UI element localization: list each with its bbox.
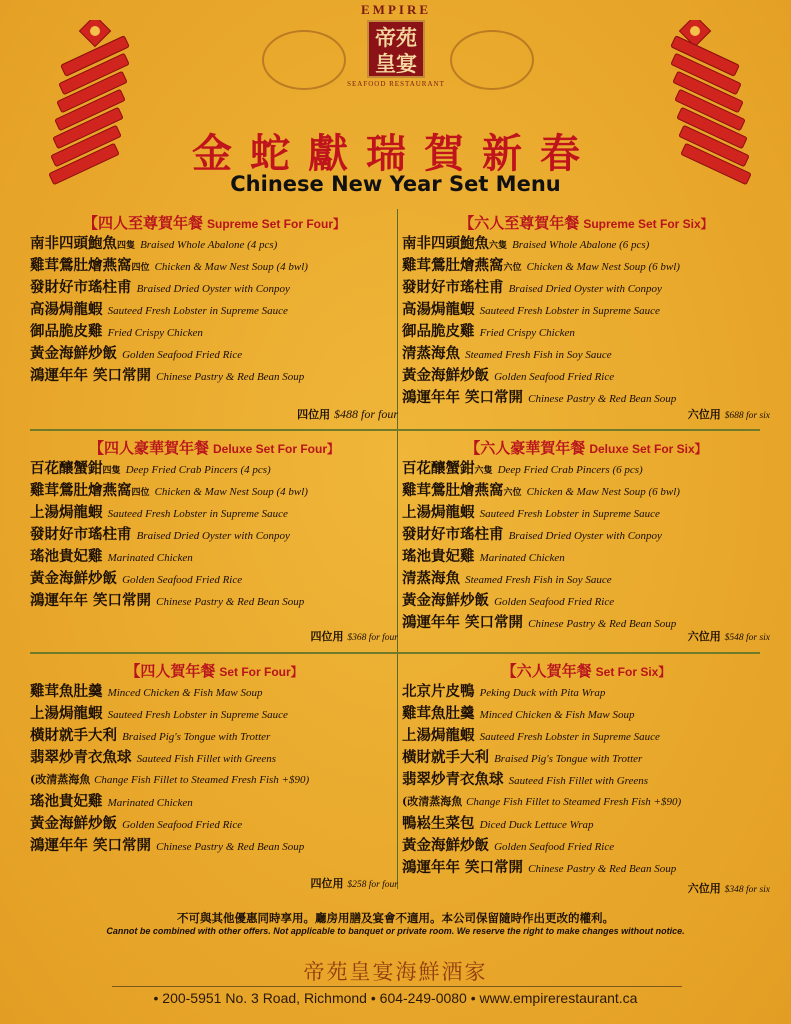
menu-item-cn: 鴻運年年 笑口常開 bbox=[402, 389, 524, 406]
menu-item-en: Golden Seafood Fried Rice bbox=[494, 841, 615, 853]
menu-item-cn: 瑤池貴妃雞 bbox=[30, 793, 103, 810]
menu-item bbox=[402, 813, 770, 835]
menu-item-en: Deep Fried Crab Pincers (4 pcs) bbox=[125, 464, 271, 476]
menu-item-cn: 南非四頭鮑魚 bbox=[402, 235, 489, 252]
menu-item bbox=[30, 681, 398, 703]
menu-item-en: Change Fish Fillet to Steamed Fresh Fish +$90) bbox=[94, 774, 310, 786]
menu-item-cn: 上湯焗龍蝦 bbox=[30, 504, 103, 521]
row-divider-2 bbox=[30, 652, 760, 654]
menu-item-en: Peking Duck with Pita Wrap bbox=[479, 687, 606, 699]
set-price-cn: 六位用 bbox=[687, 408, 721, 421]
menu-item-portion: 四位 bbox=[131, 488, 150, 498]
menu-item bbox=[30, 233, 398, 255]
menu-item-en: Chicken & Maw Nest Soup (4 bwl) bbox=[154, 486, 308, 498]
menu-item-en: Golden Seafood Fried Rice bbox=[494, 371, 615, 383]
menu-item bbox=[402, 747, 770, 769]
section-heading-en: Set For Four】 bbox=[219, 665, 303, 679]
set-price-en: $688 for six bbox=[724, 411, 770, 421]
english-title: Chinese New Year Set Menu bbox=[230, 172, 561, 196]
logo-seal-line2: 皇宴 bbox=[375, 51, 417, 76]
menu-item bbox=[402, 299, 770, 321]
menu-item bbox=[402, 343, 770, 365]
set-price-en: $348 for six bbox=[724, 885, 770, 895]
menu-item-cn: 鴻運年年 笑口常開 bbox=[402, 614, 524, 631]
menu-item bbox=[30, 502, 398, 524]
menu-item-en: Golden Seafood Fried Rice bbox=[122, 349, 243, 361]
address-line: • 200-5951 No. 3 Road, Richmond • 604-249-0080 • www.empirerestaurant.ca bbox=[153, 990, 638, 1006]
menu-item-en: Braised Whole Abalone (4 pcs) bbox=[140, 239, 278, 251]
menu-item-cn: 橫財就手大利 bbox=[30, 727, 117, 744]
menu-item-cn: 橫財就手大利 bbox=[402, 749, 489, 766]
logo-seal bbox=[367, 20, 425, 78]
menu-item bbox=[30, 458, 398, 480]
section-heading bbox=[30, 660, 398, 681]
menu-item-cn: 雞茸鶯肚燴燕窩 bbox=[30, 482, 132, 499]
menu-item-cn: 黃金海鮮炒飯 bbox=[402, 837, 489, 854]
menu-item bbox=[30, 321, 398, 343]
section-heading-cn: 【六人賀年餐 bbox=[501, 662, 592, 680]
restaurant-name: 帝苑皇宴海鮮酒家 bbox=[303, 960, 488, 984]
set-price-en: $488 for four bbox=[333, 407, 398, 421]
menu-item-cn: (改清蒸海魚 bbox=[402, 795, 463, 808]
menu-item-en: Diced Duck Lettuce Wrap bbox=[479, 819, 594, 831]
menu-item-en: Braised Dried Oyster with Conpoy bbox=[508, 283, 662, 295]
menu-item bbox=[402, 502, 770, 524]
section-heading-cn: 【四人豪華賀年餐 bbox=[88, 439, 209, 457]
menu-section bbox=[402, 212, 770, 409]
menu-item bbox=[30, 725, 398, 747]
menu-item-cn: 黃金海鮮炒飯 bbox=[30, 345, 117, 362]
menu-item bbox=[402, 321, 770, 343]
menu-item bbox=[30, 835, 398, 857]
set-price-cn: 四位用 bbox=[310, 877, 344, 890]
menu-item-en: Marinated Chicken bbox=[107, 552, 193, 564]
menu-item bbox=[402, 365, 770, 387]
menu-item bbox=[402, 458, 770, 480]
section-heading bbox=[402, 437, 770, 458]
menu-item-cn: 發財好市瑤柱甫 bbox=[30, 279, 132, 296]
section-heading bbox=[30, 212, 398, 233]
menu-item-cn: 上湯焗龍蝦 bbox=[30, 705, 103, 722]
menu-item-portion: 四隻 bbox=[102, 466, 121, 476]
set-price-en: $548 for six bbox=[724, 633, 770, 643]
menu-section bbox=[30, 437, 398, 612]
menu-item-portion: 六隻 bbox=[474, 466, 493, 476]
menu-item-cn: (改清蒸海魚 bbox=[30, 773, 91, 786]
menu-item bbox=[402, 703, 770, 725]
menu-item-cn: 發財好市瑤柱甫 bbox=[30, 526, 132, 543]
section-heading-en: Deluxe Set For Six】 bbox=[589, 442, 707, 456]
set-price bbox=[30, 875, 398, 891]
menu-item-portion: 六位 bbox=[503, 263, 522, 273]
logo-subtitle: SEAFOOD RESTAURANT bbox=[347, 80, 445, 88]
menu-item-portion: 六隻 bbox=[489, 241, 508, 251]
menu-item bbox=[402, 835, 770, 857]
menu-item-cn: 北京片皮鴨 bbox=[402, 683, 475, 700]
disclaimer-english: Cannot be combined with other offers. Not applicable to banquet or private room. We reserve the right to make changes without notice. bbox=[106, 926, 685, 936]
menu-item-cn: 御品脆皮雞 bbox=[30, 323, 103, 340]
menu-item-en: Chinese Pastry & Red Bean Soup bbox=[156, 371, 305, 383]
set-price bbox=[30, 628, 398, 644]
menu-item bbox=[402, 546, 770, 568]
section-heading bbox=[402, 212, 770, 233]
menu-item-en: Braised Dried Oyster with Conpoy bbox=[136, 283, 290, 295]
menu-item-cn: 發財好市瑤柱甫 bbox=[402, 526, 504, 543]
menu-item-en: Braised Pig's Tongue with Trotter bbox=[122, 731, 271, 743]
section-heading-en: Set For Six】 bbox=[595, 665, 671, 679]
menu-item-cn: 清蒸海魚 bbox=[402, 570, 460, 587]
set-price-en: $258 for four bbox=[347, 880, 398, 890]
menu-item bbox=[30, 480, 398, 502]
footer-divider bbox=[112, 986, 682, 987]
menu-item bbox=[402, 524, 770, 546]
chinese-title: 金蛇獻瑞賀新春 bbox=[192, 130, 598, 177]
menu-item-cn: 發財好市瑤柱甫 bbox=[402, 279, 504, 296]
section-heading-cn: 【四人賀年餐 bbox=[125, 662, 216, 680]
set-price-cn: 四位用 bbox=[297, 408, 331, 421]
menu-item-portion: 六位 bbox=[503, 488, 522, 498]
menu-item-en: Sauteed Fresh Lobster in Supreme Sauce bbox=[479, 305, 660, 317]
menu-item-portion: 四隻 bbox=[117, 241, 136, 251]
menu-item bbox=[30, 813, 398, 835]
menu-item-cn: 上湯焗龍蝦 bbox=[402, 504, 475, 521]
menu-item-portion: 四位 bbox=[131, 263, 150, 273]
menu-item-en: Sauteed Fresh Lobster in Supreme Sauce bbox=[107, 305, 288, 317]
menu-item-en: Marinated Chicken bbox=[107, 797, 193, 809]
menu-item bbox=[30, 343, 398, 365]
menu-item-cn: 清蒸海魚 bbox=[402, 345, 460, 362]
menu-item-en: Sauteed Fish Fillet with Greens bbox=[136, 753, 277, 765]
menu-section bbox=[402, 437, 770, 634]
menu-item-cn: 雞茸鶯肚燴燕窩 bbox=[30, 257, 132, 274]
menu-item bbox=[402, 681, 770, 703]
menu-item bbox=[402, 480, 770, 502]
menu-item-cn: 翡翠炒青衣魚球 bbox=[30, 749, 132, 766]
menu-item-cn: 黃金海鮮炒飯 bbox=[402, 367, 489, 384]
menu-item bbox=[30, 769, 398, 791]
menu-item-cn: 鴨崧生菜包 bbox=[402, 815, 475, 832]
set-price-cn: 六位用 bbox=[687, 882, 721, 895]
menu-item-en: Braised Dried Oyster with Conpoy bbox=[136, 530, 290, 542]
menu-item-cn: 翡翠炒青衣魚球 bbox=[402, 771, 504, 788]
menu-item-cn: 高湯焗龍蝦 bbox=[30, 301, 103, 318]
menu-item-cn: 鴻運年年 笑口常開 bbox=[30, 367, 152, 384]
menu-item bbox=[402, 857, 770, 879]
menu-item-cn: 雞茸魚肚羹 bbox=[30, 683, 103, 700]
menu-item bbox=[402, 791, 770, 813]
menu-item-en: Chicken & Maw Nest Soup (6 bwl) bbox=[526, 261, 680, 273]
menu-section bbox=[402, 660, 770, 879]
set-price bbox=[30, 406, 398, 422]
menu-item-cn: 御品脆皮雞 bbox=[402, 323, 475, 340]
menu-item-cn: 鴻運年年 笑口常開 bbox=[402, 859, 524, 876]
menu-item-en: Sauteed Fish Fillet with Greens bbox=[508, 775, 649, 787]
menu-item-cn: 瑤池貴妃雞 bbox=[30, 548, 103, 565]
menu-item-en: Braised Whole Abalone (6 pcs) bbox=[512, 239, 650, 251]
menu-item bbox=[402, 277, 770, 299]
menu-item bbox=[402, 233, 770, 255]
menu-item-en: Braised Dried Oyster with Conpoy bbox=[508, 530, 662, 542]
menu-item-cn: 雞茸魚肚羹 bbox=[402, 705, 475, 722]
section-heading-cn: 【六人至尊賀年餐 bbox=[459, 214, 580, 232]
menu-item-cn: 黃金海鮮炒飯 bbox=[30, 815, 117, 832]
menu-item bbox=[30, 590, 398, 612]
menu-item-cn: 鴻運年年 笑口常開 bbox=[30, 592, 152, 609]
menu-item-en: Sauteed Fresh Lobster in Supreme Sauce bbox=[479, 508, 660, 520]
menu-item-en: Sauteed Fresh Lobster in Supreme Sauce bbox=[479, 731, 660, 743]
menu-item-cn: 雞茸鶯肚燴燕窩 bbox=[402, 257, 504, 274]
row-divider-1 bbox=[30, 429, 760, 431]
menu-item-en: Marinated Chicken bbox=[479, 552, 565, 564]
menu-item bbox=[402, 590, 770, 612]
menu-item bbox=[30, 299, 398, 321]
menu-item bbox=[30, 747, 398, 769]
menu-item-en: Fried Crispy Chicken bbox=[107, 327, 203, 339]
menu-item-en: Sauteed Fresh Lobster in Supreme Sauce bbox=[107, 709, 288, 721]
menu-item-cn: 黃金海鮮炒飯 bbox=[30, 570, 117, 587]
menu-item-cn: 百花釀蟹鉗 bbox=[402, 460, 475, 477]
section-heading-cn: 【四人至尊賀年餐 bbox=[82, 214, 203, 232]
menu-item-en: Chicken & Maw Nest Soup (6 bwl) bbox=[526, 486, 680, 498]
set-price-cn: 四位用 bbox=[310, 630, 344, 643]
set-price bbox=[402, 406, 770, 422]
menu-item-en: Sauteed Fresh Lobster in Supreme Sauce bbox=[107, 508, 288, 520]
menu-item bbox=[402, 769, 770, 791]
menu-item-en: Steamed Fresh Fish in Soy Sauce bbox=[465, 574, 612, 586]
menu-item-cn: 南非四頭鮑魚 bbox=[30, 235, 117, 252]
menu-item-en: Braised Pig's Tongue with Trotter bbox=[494, 753, 643, 765]
menu-item bbox=[30, 277, 398, 299]
menu-section bbox=[30, 660, 398, 857]
menu-item bbox=[30, 365, 398, 387]
menu-item bbox=[30, 791, 398, 813]
disclaimer-chinese: 不可與其他優惠同時享用。廳房用膳及宴會不適用。本公司保留隨時作出更改的權利。 bbox=[177, 911, 614, 925]
menu-item bbox=[402, 725, 770, 747]
menu-item-cn: 百花釀蟹鉗 bbox=[30, 460, 103, 477]
menu-item-en: Minced Chicken & Fish Maw Soup bbox=[479, 709, 635, 721]
menu-item-en: Chinese Pastry & Red Bean Soup bbox=[528, 863, 677, 875]
menu-item-en: Chinese Pastry & Red Bean Soup bbox=[528, 393, 677, 405]
menu-item-cn: 高湯焗龍蝦 bbox=[402, 301, 475, 318]
menu-item-en: Chicken & Maw Nest Soup (4 bwl) bbox=[154, 261, 308, 273]
menu-item bbox=[402, 568, 770, 590]
menu-item-en: Golden Seafood Fried Rice bbox=[122, 574, 243, 586]
section-heading-cn: 【六人豪華賀年餐 bbox=[465, 439, 586, 457]
menu-item-en: Chinese Pastry & Red Bean Soup bbox=[156, 596, 305, 608]
set-price bbox=[402, 880, 770, 896]
menu-section bbox=[30, 212, 398, 387]
menu-item bbox=[30, 524, 398, 546]
logo-brand: EMPIRE bbox=[361, 2, 431, 17]
set-price bbox=[402, 628, 770, 644]
restaurant-logo bbox=[318, 0, 474, 88]
menu-item bbox=[30, 703, 398, 725]
menu-item-en: Steamed Fresh Fish in Soy Sauce bbox=[465, 349, 612, 361]
menu-item-cn: 雞茸鶯肚燴燕窩 bbox=[402, 482, 504, 499]
menu-item-cn: 上湯焗龍蝦 bbox=[402, 727, 475, 744]
section-heading bbox=[30, 437, 398, 458]
menu-item-en: Fried Crispy Chicken bbox=[479, 327, 575, 339]
logo-seal-line1: 帝苑 bbox=[375, 25, 417, 50]
menu-item-en: Chinese Pastry & Red Bean Soup bbox=[156, 841, 305, 853]
menu-item-en: Minced Chicken & Fish Maw Soup bbox=[107, 687, 263, 699]
set-price-cn: 六位用 bbox=[687, 630, 721, 643]
menu-item bbox=[402, 255, 770, 277]
menu-item-en: Chinese Pastry & Red Bean Soup bbox=[528, 618, 677, 630]
section-heading bbox=[402, 660, 770, 681]
menu-item bbox=[30, 568, 398, 590]
section-heading-en: Supreme Set For Six】 bbox=[583, 217, 713, 231]
menu-item bbox=[30, 546, 398, 568]
menu-item-en: Golden Seafood Fried Rice bbox=[122, 819, 243, 831]
menu-item bbox=[30, 255, 398, 277]
menu-item-cn: 黃金海鮮炒飯 bbox=[402, 592, 489, 609]
menu-item-cn: 瑤池貴妃雞 bbox=[402, 548, 475, 565]
section-heading-en: Deluxe Set For Four】 bbox=[212, 442, 340, 456]
menu-item-cn: 鴻運年年 笑口常開 bbox=[30, 837, 152, 854]
menu-item-en: Change Fish Fillet to Steamed Fresh Fish +$90) bbox=[466, 796, 682, 808]
section-heading-en: Supreme Set For Four】 bbox=[206, 217, 346, 231]
set-price-en: $368 for four bbox=[347, 633, 398, 643]
menu-item-en: Golden Seafood Fried Rice bbox=[494, 596, 615, 608]
menu-item-en: Deep Fried Crab Pincers (6 pcs) bbox=[497, 464, 643, 476]
